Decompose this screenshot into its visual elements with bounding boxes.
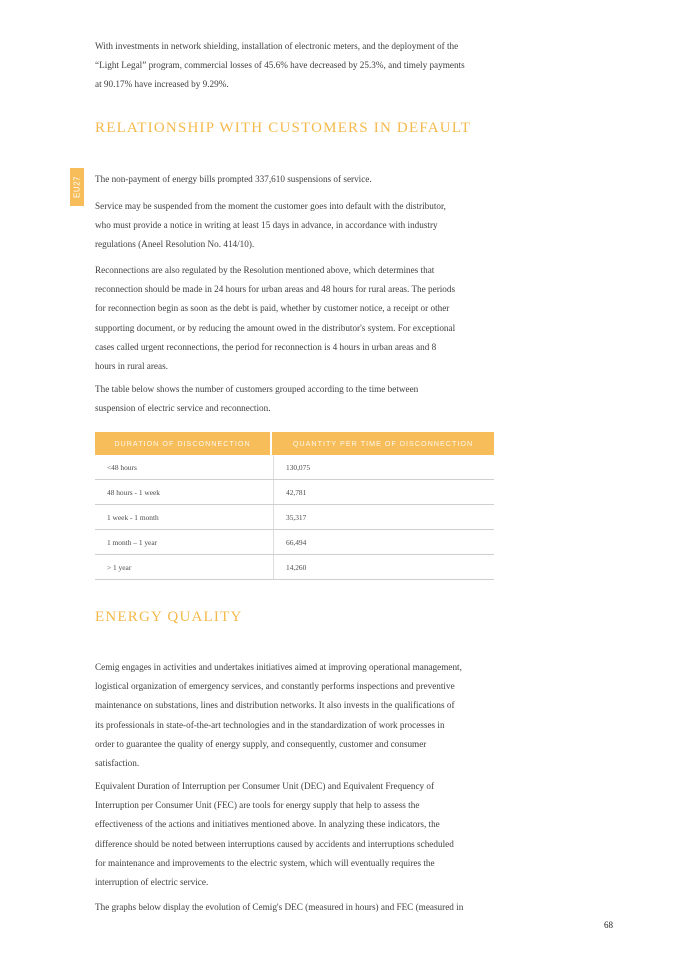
gri-indicator-label: EU27 [72, 175, 82, 199]
quantity-cell: 35,317 [286, 512, 307, 522]
table-row [95, 455, 494, 480]
duration-cell: 1 month – 1 year [95, 530, 274, 554]
paragraph-dec-fec: Equivalent Duration of Interruption per Consumer Unit (DEC) and Equivalent Frequency of Interruption per Consumer Unit (FEC) are tools for energy supply that help to assess the effectiveness of the actions and initiatives mentioned above. In analyzing these indicators, the difference should be noted between interruptions caused by accidents and interruptions scheduled for maintenance and improvements to the electric system, which will eventually requires the interruption of electric service. [95, 781, 454, 888]
section-heading-customers-in-default: RELATIONSHIP WITH CUSTOMERS IN DEFAULT [95, 120, 472, 136]
table-header-row [95, 432, 494, 455]
table-row [95, 480, 494, 505]
duration-cell: 1 week - 1 month [95, 505, 274, 529]
quantity-cell: 42,781 [286, 487, 307, 497]
paragraph-suspension-rules: Service may be suspended from the moment the customer goes into default with the distributor, who must provide a notice in writing at least 15 days in advance, in accordance with industry regulations (Aneel Resolution No. 414/10). [95, 201, 446, 250]
paragraph-operational-management: Cemig engages in activities and undertakes initiatives aimed at improving operational management, logistical organization of emergency services, and constantly performs inspections and preventive maintenance on substations, lines and distribution networks. It also invests in the qualifications of its professionals in state-of-the-art technologies and in the standardization of work processes in order to guarantee the quality of energy supply, and consequently, customer and consumer satisfaction. [95, 662, 462, 769]
quantity-cell: 14,260 [286, 562, 307, 572]
table-row [95, 530, 494, 555]
paragraph-graphs-intro: The graphs below display the evolution of Cemig's DEC (measured in hours) and FEC (measured in [95, 902, 464, 912]
disconnection-table [95, 432, 494, 580]
duration-cell: <48 hours [95, 455, 274, 479]
column-header-duration: DURATION OF DISCONNECTION [95, 432, 270, 455]
gri-indicator-tag [70, 168, 84, 206]
table-row [95, 505, 494, 530]
column-header-quantity: QUANTITY PER TIME OF DISCONNECTION [272, 432, 494, 455]
section-heading-energy-quality: ENERGY QUALITY [95, 609, 243, 625]
quantity-cell: 66,494 [286, 537, 307, 547]
page-number: 68 [604, 920, 613, 930]
table-row [95, 555, 494, 580]
paragraph-table-intro: The table below shows the number of customers grouped according to the time between suspension of electric service and reconnection. [95, 384, 419, 414]
paragraph-reconnections: Reconnections are also regulated by the Resolution mentioned above, which determines that reconnection should be made in 24 hours for urban areas and 48 hours for rural areas. The periods for reconnection begin as soon as the debt is paid, whether by customer notice, a receipt or other supporting document, or by reducing the amount owed in the distributor's system. For exceptional cases called urgent reconnections, the period for reconnection is 4 hours in urban areas and 8 hours in rural areas. [95, 265, 456, 372]
paragraph-suspensions: The non-payment of energy bills prompted 337,610 suspensions of service. [95, 174, 372, 184]
duration-cell: > 1 year [95, 555, 274, 579]
quantity-cell: 130,075 [286, 462, 311, 472]
duration-cell: 48 hours - 1 week [95, 480, 274, 504]
intro-paragraph: With investments in network shielding, installation of electronic meters, and the deployment of the “Light Legal” program, commercial losses of 45.6% have decreased by 25.3%, and timely payments at 90.17% have increased by 9.29%. [95, 41, 465, 90]
